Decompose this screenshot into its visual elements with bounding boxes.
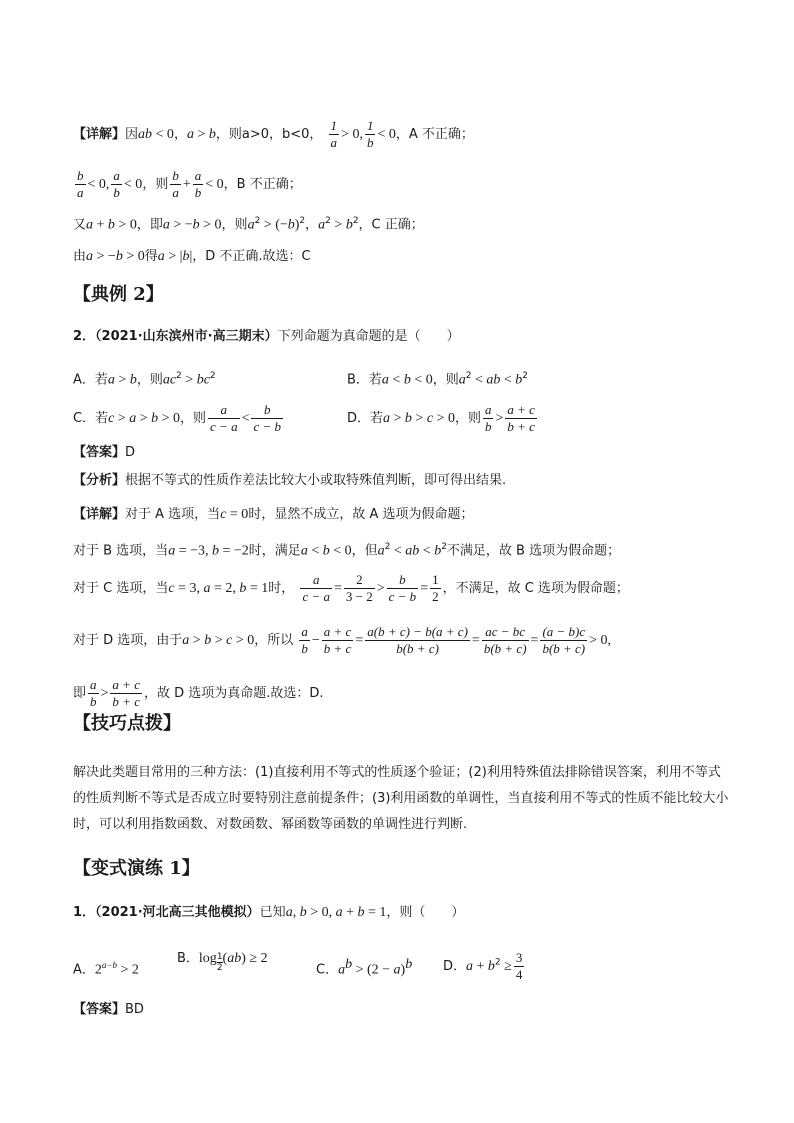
example2-option-b[interactable]: B．若a < b < 0，则$a^2$ < ab < $b^2$ xyxy=(347,371,529,388)
detail1-line2: $\frac{b}{a}$ < 0, $\frac{a}{b}$ < 0，则 $\frac{b}{a}$ + $\frac{a}{b}$ < 0，B 不正确； xyxy=(77,168,302,200)
detail-label: 【详解】 xyxy=(73,127,126,142)
detail1-line3: 又a + b > 0，即a > −b > 0，则$a^2 > (-b)^2$，$a^2 > b^2$，C 正确； xyxy=(73,216,424,233)
question-source: （2021·河北高三其他模拟） xyxy=(95,905,260,920)
example2-detail-d: 对于 D 选项，由于a > b > c > 0，所以 $\frac{a}{b}$ − $\frac{a + c}{b + c}$ = $\frac{a(b + c) - b(a + c)}{b(b + c)}$ = $\frac{ac - bc}{b(b + c)}$ = $\frac{(a - b)c}{b(b + c)}$ > 0, xyxy=(73,624,612,656)
variation1-option-c[interactable]: C．$a^b > (2 - a)^b$ xyxy=(316,957,413,978)
detail1-line1: 【详解】因ab < 0，a > b，则a>0，b<0， $\frac{1}{a}$ > 0, $\frac{1}{b}$ < 0，A 不正确； xyxy=(73,118,474,150)
example2-option-c[interactable]: C．若c > a > b > 0，则 $\frac{a}{c - a}$ < $\frac{b}{c - b}$ xyxy=(73,402,282,434)
answer-value: D xyxy=(125,445,136,460)
example2-detail-e: 即 $\frac{a}{b}$ > $\frac{a + c}{b + c}$ ，故 D 选项为真命题.故选：D. xyxy=(73,677,324,709)
example2-detail-c: 对于 C 选项，当c = 3, a = 2, b = 1时， $\frac{a}{c - a}$ = $\frac{2}{3 - 2}$ > $\frac{b}{c - b}$ = $\frac{1}{2}$ ，不满足，故 C 选项为假命题； xyxy=(73,572,629,604)
tips-heading: 【技巧点拨】 xyxy=(73,713,181,734)
answer-value: BD xyxy=(125,1002,144,1017)
variation1-option-a[interactable]: A．$2^{a-b} > 2$ xyxy=(73,960,139,978)
example2-question: 2．（2021·山东滨州市·高三期末）下列命题为真命题的是（ ） xyxy=(73,329,460,344)
example2-option-a[interactable]: A．若a > b，则$ac^2 > bc^2$ xyxy=(73,371,216,388)
variation1-question: 1．（2021·河北高三其他模拟）已知a, b > 0, a + b = 1，则（ ） xyxy=(73,905,465,920)
variation1-option-b[interactable]: B．log $\frac{1}{2}$ (ab) ≥ 2 xyxy=(177,951,268,973)
example2-option-d[interactable]: D．若a > b > c > 0，则 $\frac{a}{b}$ > $\frac{a + c}{b + c}$ xyxy=(347,402,535,434)
example2-detail-b: 对于 B 选项，当a = −3, b = −2时，满足a < b < 0，但$a^2$ < ab < $b^2$不满足，故 B 选项为假命题； xyxy=(73,542,621,559)
example2-heading: 【典例 2】 xyxy=(73,284,164,305)
question-source: （2021·山东滨州市·高三期末） xyxy=(95,329,278,344)
variation1-answer: 【答案】BD xyxy=(73,1002,144,1017)
variation1-heading: 【变式演练 1】 xyxy=(73,858,200,879)
variation1-option-d[interactable]: D．$a + b^2$ ≥ $\frac{3}{4}$ xyxy=(443,950,523,982)
detail1-line4: 由a > −b > 0得a > |b|，D 不正确.故选：C xyxy=(73,249,311,264)
example2-detail-a: 【详解】对于 A 选项，当c = 0时，显然不成立，故 A 选项为假命题； xyxy=(73,507,474,522)
example2-analysis: 【分析】根据不等式的性质作差法比较大小或取特殊值判断，即可得出结果. xyxy=(73,473,507,488)
tips-text: 解决此类题目常用的三种方法：(1)直接利用不等式的性质逐个验证；(2)利用特殊值法排除错误答案，利用不等式的性质判断不等式是否成立时要特别注意前提条件；(3)利用函数的单调性，当直接利用不等式的性质不能比较大小时，可以利用指数函数、对数函数、幂函数等函数的单调性进行判断. xyxy=(73,765,729,832)
example2-answer: 【答案】D xyxy=(73,445,136,460)
